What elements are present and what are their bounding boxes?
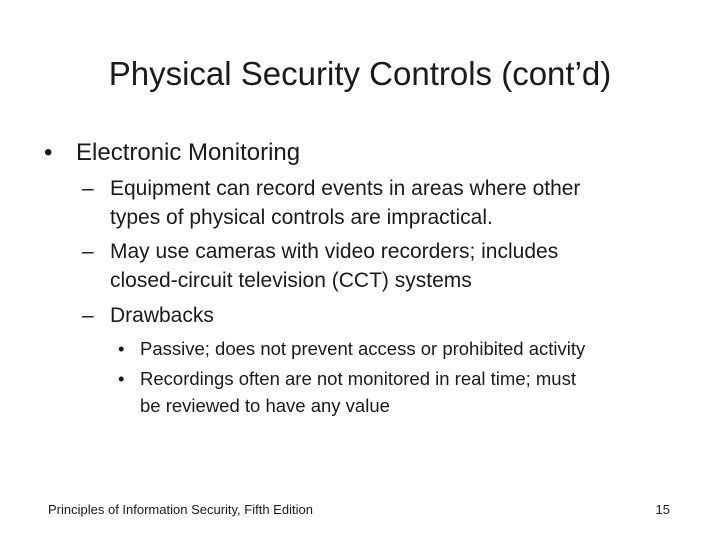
small-bullet-marker: • — [118, 368, 125, 389]
page-number: 15 — [655, 502, 670, 517]
sub-bullet-cameras-line2: closed-circuit television (CCT) systems — [110, 269, 472, 292]
dash-marker: – — [82, 177, 94, 200]
sub-bullet-equipment-line1: Equipment can record events in areas where other — [110, 177, 581, 200]
slide-title: Physical Security Controls (cont’d) — [108, 55, 612, 92]
sub-sub-bullet-passive: Passive; does not prevent access or prohibited activity — [140, 338, 586, 359]
bullet-electronic-monitoring: Electronic Monitoring — [76, 139, 301, 166]
sub-bullet-drawbacks: Drawbacks — [110, 304, 214, 327]
dash-marker: – — [82, 304, 94, 327]
sub-bullet-equipment-line2: types of physical controls are impractical. — [110, 206, 493, 229]
small-bullet-marker: • — [118, 338, 125, 359]
dash-marker: – — [82, 240, 94, 263]
sub-bullet-cameras-line1: May use cameras with video recorders; includes — [110, 240, 559, 263]
bullet-marker: • — [44, 139, 53, 166]
sub-sub-bullet-recordings-line1: Recordings often are not monitored in real time; must — [140, 368, 576, 389]
footer-source: Principles of Information Security, Fifth Edition — [48, 502, 313, 517]
sub-sub-bullet-recordings-line2: be reviewed to have any value — [140, 395, 390, 416]
